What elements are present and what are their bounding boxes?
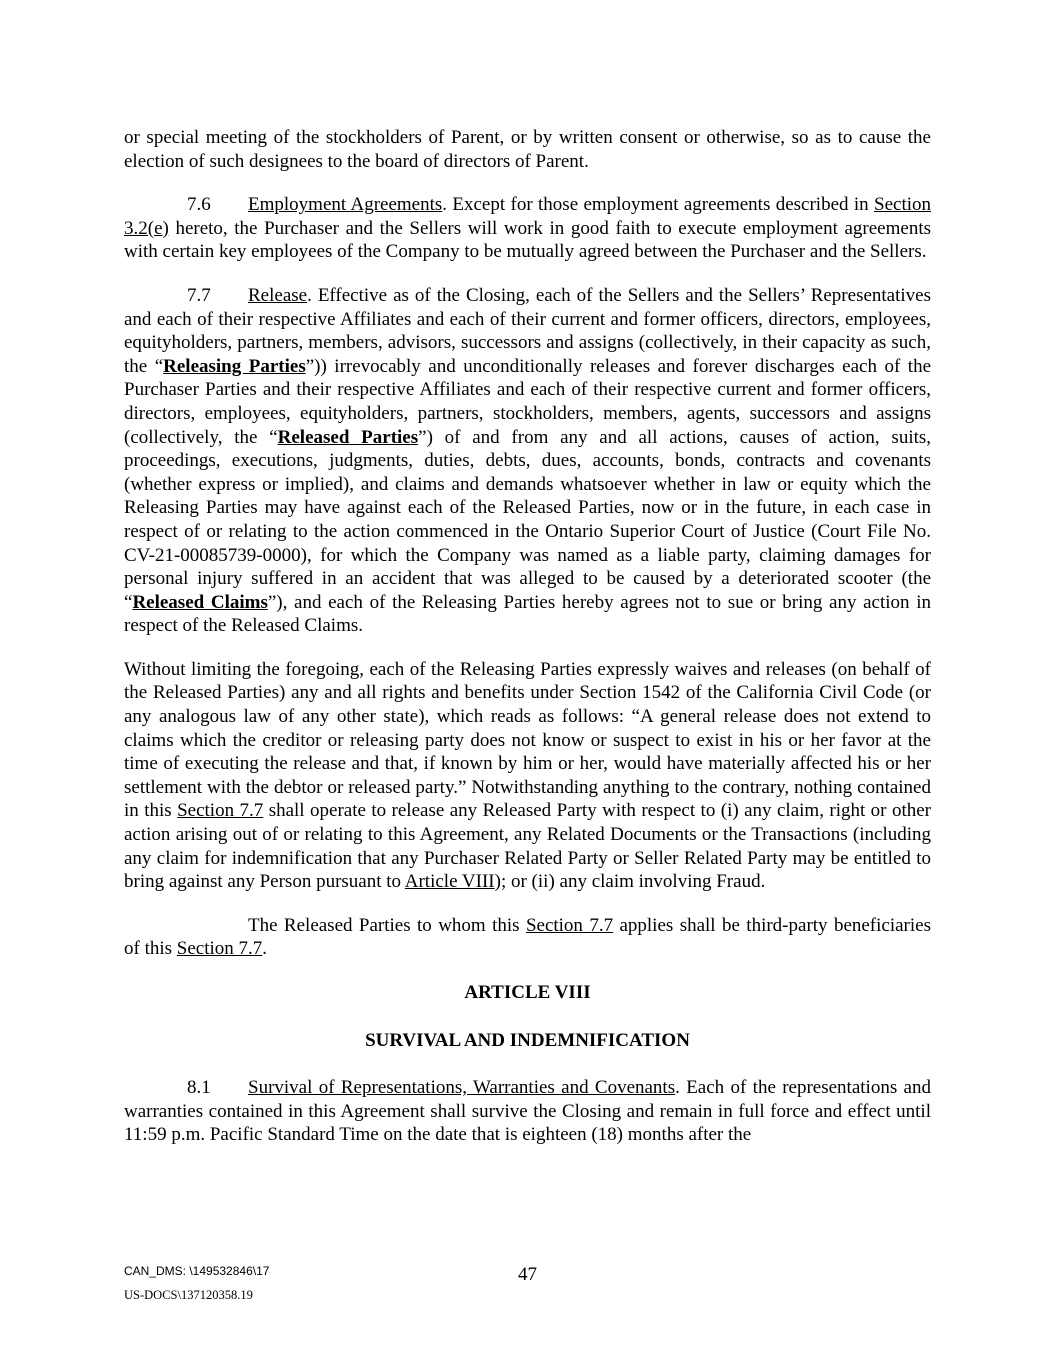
section-title: Survival of Representations, Warranties and Covenants (248, 1077, 676, 1099)
third-party-paragraph: The Released Parties to whom this Section 7.7 applies shall be third-party beneficiaries of this Section 7.7. (124, 914, 931, 960)
cross-reference: Article VIII (404, 871, 495, 893)
section-7-7: 7.7 Release. Effective as of the Closing, each of the Sellers and the Sellers’ Representatives and each of their respective Affiliates and each of their current and former officers, directors, employees, equityholders, partners, members, advisors, successors and assigns (collectively, in their capacity as such, the “Releasing Parties”)) irrevocably and unconditionally releases and forever discharges each of the Purchaser Parties and their respective Affiliates and each of their respective current and former officers, directors, employees, equityholders, partners, stockholders, members, agents, successors and assigns (collectively, the “Released Parties”) of and from any and all actions, causes of action, suits, proceedings, executions, judgments, duties, debts, dues, accounts, bonds, contracts and covenants (whether express or implied), and claims and demands whatsoever whether in law or equity which the Releasing Parties may have against each of the Released Parties, now or in the future, in each case in respect of or relating to the action commenced in the Ontario Superior Court of Justice (Court File No. CV-21-00085739-0000), for which the Company was named as a liable party, claiming damages for personal injury suffered in an accident that was alleged to be caused by a deteriorated scooter (the “Released Claims”), and each of the Releasing Parties hereby agrees not to sue or bring any action in respect of the Released Claims. (124, 284, 932, 637)
article-heading: ARTICLE VIII (464, 982, 591, 1003)
section-number: 7.6 (187, 194, 211, 216)
section-title: Employment Agreements (248, 194, 443, 216)
section-8-1: 8.1 Survival of Representations, Warranties and Covenants. Each of the representations and warranties contained in this Agreement shall survive the Closing and remain in full force and effect until 11:59 p.m. Pacific Standard Time on the date that is eighteen (18) months after the (124, 1077, 931, 1146)
footer-doc-id-2: US-DOCS\137120358.19 (124, 1288, 253, 1302)
document-body (124, 126, 931, 1167)
section-number: 8.1 (187, 1077, 211, 1099)
cross-reference: Section 7.7 (177, 800, 264, 822)
waiver-paragraph: Without limiting the foregoing, each of the Releasing Parties expressly waives and releases (on behalf of the Released Parties) any and all rights and benefits under Section 1542 of the California Civil Code (or any analogous law of any other state), which reads as follows: “A general release does not extend to claims which the creditor or releasing party does not know or suspect to exist in his or her favor at the time of executing the release and that, if known by him or her, would have materially affected his or her settlement with the debtor or released party.” Notwithstanding anything to the contrary, nothing contained in this Section 7.7 shall operate to release any Released Party with respect to (i) any claim, right or other action arising out of or relating to this Agreement, any Related Documents or the Transactions (including any claim for indemnification that any Purchaser Related Party or Seller Related Party may be entitled to bring against any Person pursuant to Article VIII); or (ii) any claim involving Fraud. (124, 658, 931, 893)
section-title: Release (248, 284, 308, 306)
cross-reference: Section 3.2(e) (124, 194, 932, 239)
page-number: 47 (518, 1264, 537, 1285)
defined-term: Released Claims (132, 591, 268, 613)
section-number: 7.7 (187, 284, 211, 306)
defined-term: Released Parties (277, 426, 419, 448)
article-title: SURVIVAL AND INDEMNIFICATION (365, 1029, 690, 1051)
paragraph-continuation: or special meeting of the stockholders of Parent, or by written consent or otherwise, so as to cause the election of such designees to the board of directors of Parent. (124, 127, 931, 172)
cross-reference: Section 7.7 (176, 938, 263, 960)
footer-doc-id-1: CAN_DMS: \149532846\17 (124, 1264, 270, 1278)
defined-term: Releasing Parties (163, 355, 306, 377)
cross-reference: Section 7.7 (525, 914, 614, 936)
section-7-6: 7.6 Employment Agreements. Except for those employment agreements described in Section 3.2(e) hereto, the Purchaser and the Sellers will work in good faith to execute employment agreements with certain key employees of the Company to be mutually agreed between the Purchaser and the Sellers. (124, 194, 932, 263)
